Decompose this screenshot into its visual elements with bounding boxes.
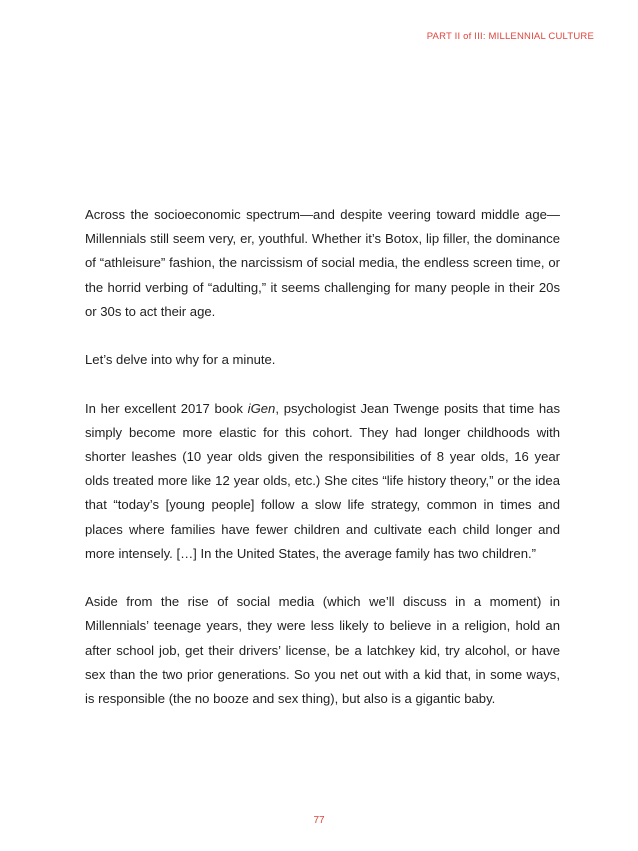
book-title: iGen [247, 400, 276, 416]
paragraph-3 [85, 397, 560, 566]
paragraph-1: Across the socioeconomic spectrum—and despite veering toward middle age—Millennials still seem very, er, youthful. Whether it’s Botox, lip filler, the dominance of “athleisure” fashion, the narcissism of social media, the endless screen time, or the horrid verbing of “adulting,” it seems challenging for many people in their 20s or 30s to act their age. [85, 207, 560, 319]
paragraph-4: Aside from the rise of social media (which we’ll discuss in a moment) in Millennials’ teenage years, they were less likely to believe in a religion, hold an after school job, get their drivers’ license, be a latchkey kid, try alcohol, or have sex than the two prior generations. So you net out with a kid that, in some ways, is responsible (the no booze and sex thing), but also is a gigantic baby. [85, 594, 560, 707]
body-text [85, 203, 560, 711]
paragraph-3-intro: In her excellent 2017 book [85, 400, 248, 416]
paragraph-2: Let’s delve into why for a minute. [85, 352, 276, 368]
page-number: 77 [313, 815, 325, 826]
running-header: PART II of III: MILLENNIAL CULTURE [426, 31, 594, 42]
paragraph-3-rest: , psychologist Jean Twenge posits that time has simply become more elastic for this cohort. They had longer childhoods with shorter leashes (10 year olds given the responsibilities of 8 year olds, 16 year olds treated more like 12 year olds, etc.) She cites “life history theory,” or the idea that “today’s [young people] follow a slow life strategy, common in times and places where families have fewer children and cultivate each child longer and more intensely. […] In the United States, the average family has two children.” [85, 400, 561, 561]
